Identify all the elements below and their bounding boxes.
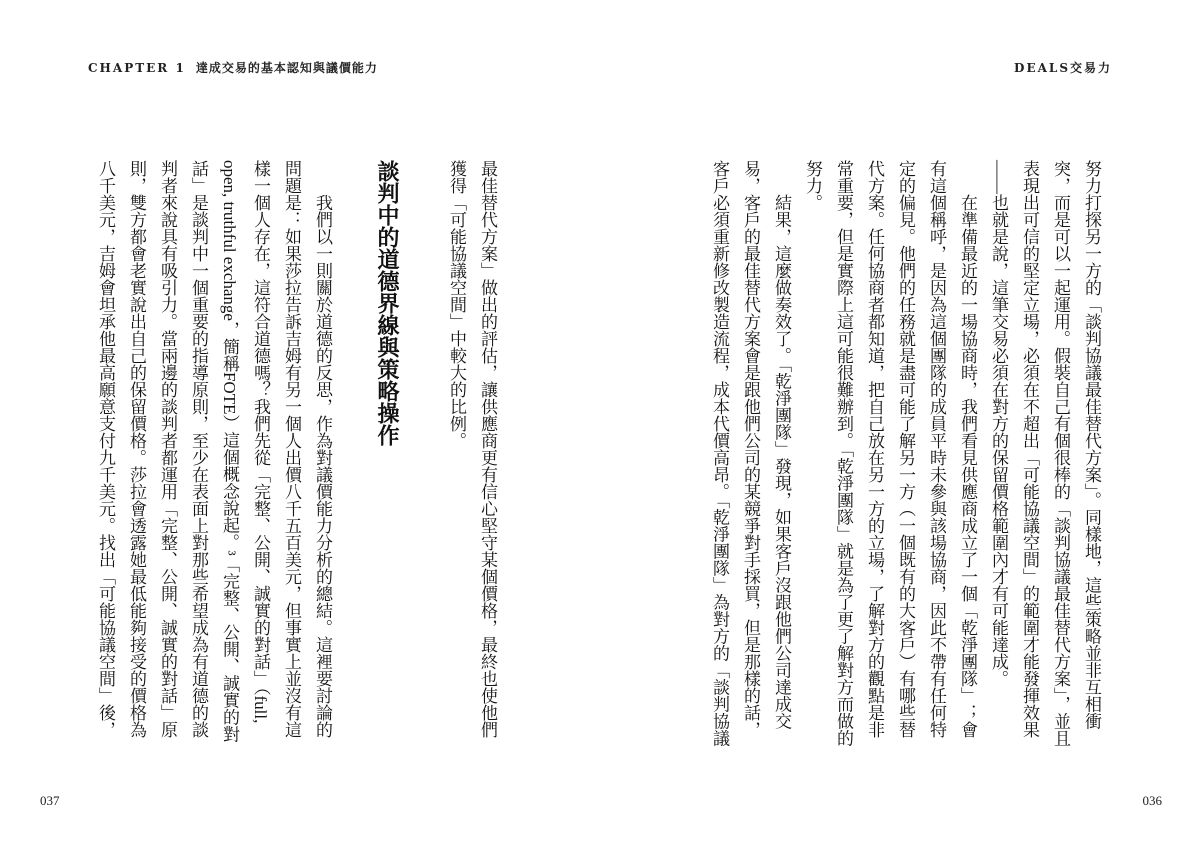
text-line: 我們以一則關於道德的反思，作為對議價能力分析的總結。這裡要討論的 [313, 194, 332, 738]
running-header-chapter [88, 60, 378, 76]
running-header-book-title: DEALS交易力 [1014, 61, 1112, 75]
text-line: 樣一個人存在，這符合道德嗎？我們先從「完整、公開、誠實的對話」（full, [251, 160, 270, 724]
text-line: ——也就是說，這筆交易必須在對方的保留價格範圍內才有可能達成。 [989, 160, 1008, 687]
text-line: 在準備最近的一場協商時，我們看見供應商成立了一個「乾淨團隊」；會 [958, 194, 977, 738]
section-heading: 談判中的道德界線與策略操作 [374, 160, 400, 446]
text-line: 則，雙方都會老實說出自己的保留價格。莎拉會透露她最低能夠接受的價格為 [127, 160, 146, 738]
text-line: 八千美元，吉姆會坦承他最高願意支付九千美元。找出「可能協議空間」後， [96, 160, 115, 738]
text-line: 獲得「可能協議空間」中較大的比例。 [447, 160, 466, 449]
left-page-body-section [90, 160, 338, 780]
text-line: 突，而是可以一起運用。假裝自己有個很棒的「談判協議最佳替代方案」，並且 [1051, 160, 1070, 747]
text-line: 結果，這麼做奏效了。「乾淨團隊」發現，如果客戶沒跟他們公司達成交 [772, 194, 791, 730]
text-line: open, truthful exchange，簡稱FOTE）這個概念說起。³「完整、公開、誠實的對 [220, 160, 239, 743]
text-line: 定的偏見。他們的任務就是盡可能了解另一方（一個既有的大客戶）有哪些替 [896, 160, 915, 738]
right-page-body [704, 160, 1107, 780]
text-line: 客戶必須重新修改製造流程，成本代價高昂。「乾淨團隊」為對方的「談判協議 [710, 160, 729, 747]
chapter-title: 達成交易的基本認知與議價能力 [195, 61, 378, 75]
text-line: 最佳替代方案」做出的評估，讓供應商更有信心堅守某個價格，最終也使他們 [478, 160, 497, 738]
text-line: 常重要，但是實際上這可能很難辦到。「乾淨團隊」就是為了更了解對方而做的 [834, 160, 853, 747]
chapter-label: CHAPTER 1 [88, 61, 186, 75]
text-line: 表現出可信的堅定立場，必須在不超出「可能協議空間」的範圍才能發揮效果 [1020, 160, 1039, 738]
text-line: 努力。 [803, 160, 822, 211]
left-page-body-top [441, 160, 503, 780]
text-line: 易，客戶的最佳替代方案會是跟他們公司的某競爭對手採買，但是那樣的話， [741, 160, 760, 738]
page-number: 037 [40, 793, 60, 808]
text-line: 問題是：如果莎拉告訴吉姆有另一個人出價八千五百美元，但事實上並沒有這 [282, 160, 301, 738]
text-line: 判者來說具有吸引力。當兩邊的談判者都運用「完整、公開、誠實的對話」原 [158, 160, 177, 738]
page-number: 036 [1142, 793, 1162, 808]
text-line: 努力打探另一方的「談判協議最佳替代方案」。同樣地，這些策略並非互相衝 [1082, 160, 1101, 730]
text-line: 有這個稱呼，是因為這個團隊的成員平時未參與該場協商，因此不帶有任何特 [927, 160, 946, 738]
text-line: 代方案。任何協商者都知道，把自己放在另一方的立場，了解對方的觀點是非 [865, 160, 884, 738]
text-line: 話」是談判中一個重要的指導原則，至少在表面上對那些希望成為有道德的談 [189, 160, 208, 738]
